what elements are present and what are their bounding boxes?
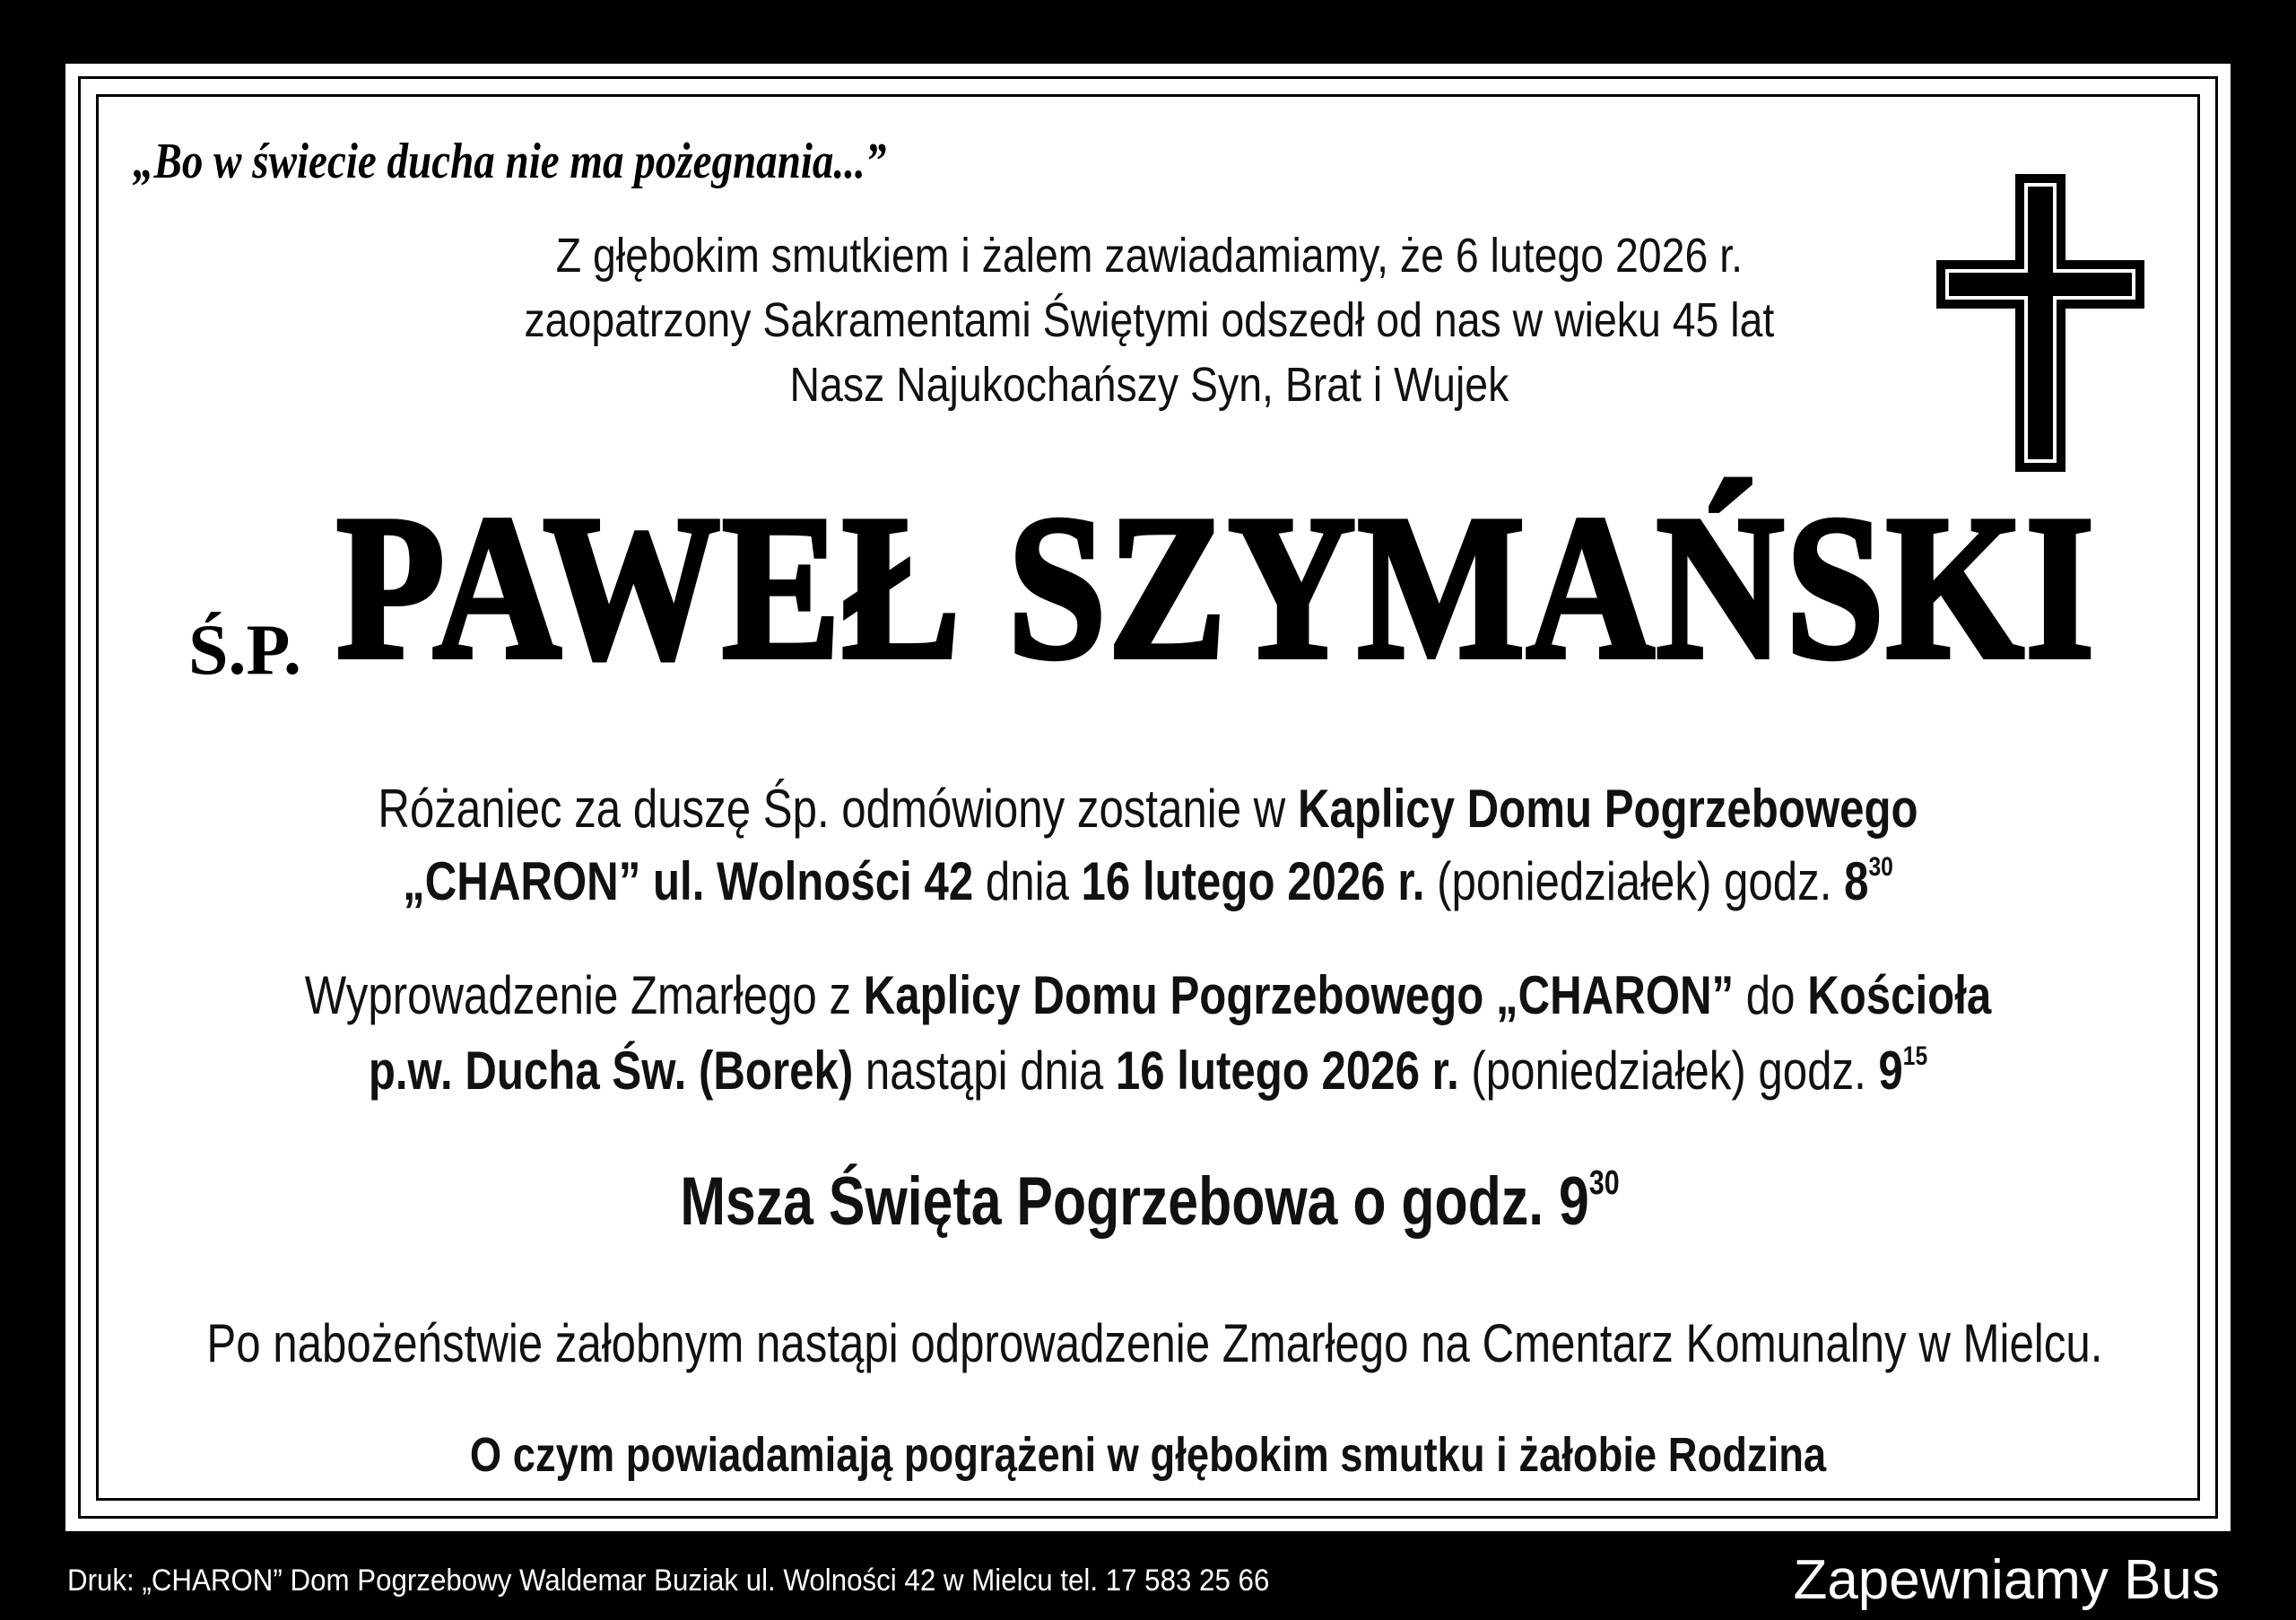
cross-icon [1933,170,2148,475]
procession-line-1: Wyprowadzenie Zmarłego z Kaplicy Domu Pogrzebowego „CHARON” do Kościoła [304,965,1992,1025]
procession-line-2: p.w. Ducha Św. (Borek) nastąpi dnia 16 lutego 2026 r. (poniedziałek) godz. $9^{15}$ [368,1041,1928,1101]
intro-line-3: Nasz Najukochańszy Syn, Brat i Wujek [789,358,1509,412]
intro-line-1: Z głębokim smutkiem i żalem zawiadamiamy, że 6 lutego 2026 r. [555,229,1744,283]
bus-notice: Zapewniamy Bus [1793,1549,2220,1611]
name-prefix: Ś.P. [188,611,302,690]
family-signature: O czym powiadamiają pogrążeni w głębokim smutku i żałobie Rodzina [469,1428,1827,1482]
print-credit: Druk: „CHARON” Dom Pogrzebowy Waldemar Buziak ul. Wolności 42 w Mielcu tel. 17 583 25 66 [67,1563,1270,1598]
rosary-line-2: „CHARON” ul. Wolności 42 dnia 16 lutego 2026 r. (poniedziałek) godz. $8^{30}$ [403,851,1893,911]
deceased-name: PAWEŁ SZYMAŃSKI [336,473,2096,701]
after-service-line: Po nabożeństwie żałobnym nastąpi odprowadzenie Zmarłego na Cmentarz Komunalny w Mielcu. [206,1313,2103,1373]
intro-line-2: zaopatrzony Sakramentami Świętymi odszedł od nas w wieku 45 lat [524,293,1775,347]
motto: „Bo w świecie ducha nie ma pożegnania...” [133,134,887,189]
rosary-line-1: Różaniec za duszę Śp. odmówiony zostanie w Kaplicy Domu Pogrzebowego [378,779,1918,839]
mass-line: Msza Święta Pogrzebowa o godz. $9^{30}$ [680,1163,1620,1241]
